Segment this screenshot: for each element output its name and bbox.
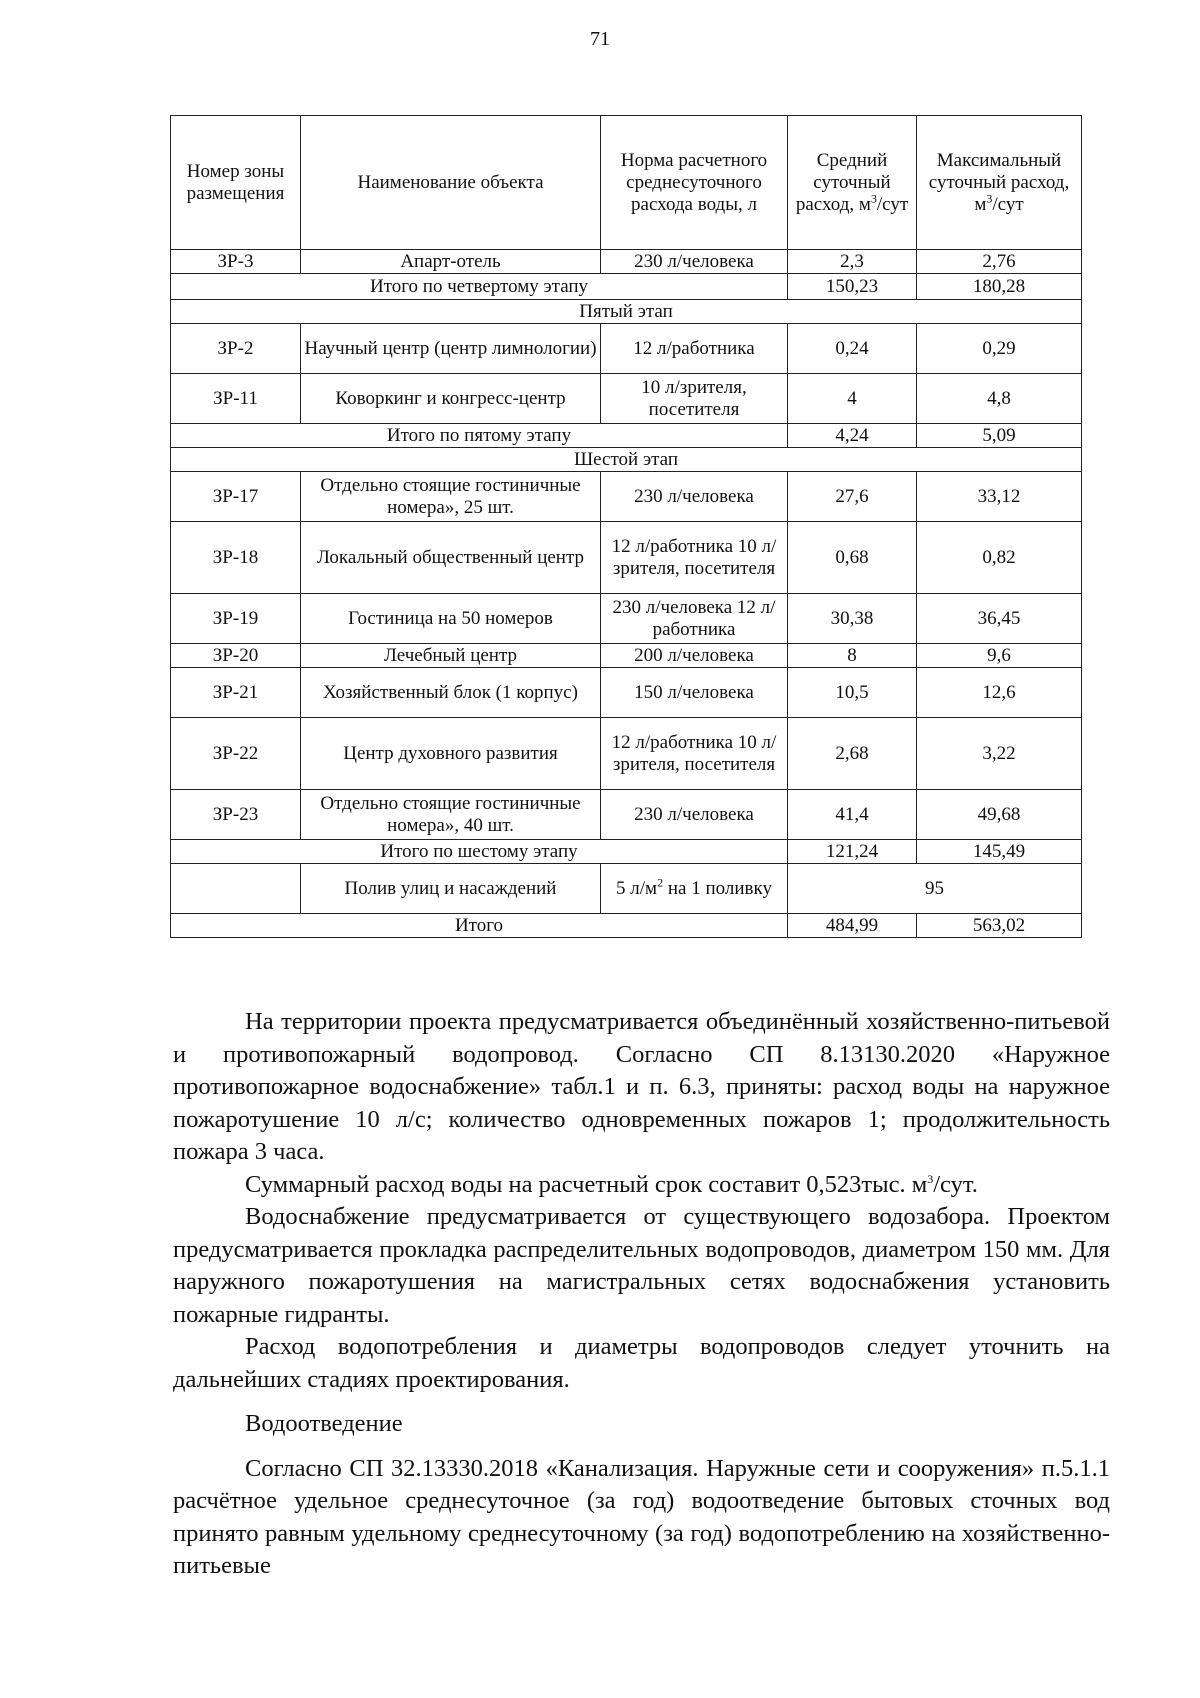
water-consumption-table <box>170 115 1082 938</box>
paragraph-total-unit: /сут. <box>933 1170 978 1198</box>
cell-name: Центр духовного развития <box>301 718 601 790</box>
table-row <box>171 374 1082 424</box>
header-avg-unit: /сут <box>876 193 909 215</box>
cell-max: 145,49 <box>917 840 1082 864</box>
table-row <box>171 668 1082 718</box>
table-body <box>171 250 1082 938</box>
cell-zone: ЗР-20 <box>171 644 301 668</box>
cell-norm <box>601 864 788 914</box>
cell-total-label: Итого по четвертому этапу <box>171 274 788 300</box>
table-total-row <box>171 274 1082 300</box>
cell-name: Научный центр (центр лимнологии) <box>301 324 601 374</box>
cell-zone: ЗР-23 <box>171 790 301 840</box>
cell-total-label: Итого по пятому этапу <box>171 424 788 448</box>
cell-max: 180,28 <box>917 274 1082 300</box>
table-stage-row <box>171 448 1082 472</box>
cell-max: 0,29 <box>917 324 1082 374</box>
cell-zone: ЗР-19 <box>171 594 301 644</box>
cell-name: Отдельно стоящие гостиничные номера», 40 шт. <box>301 790 601 840</box>
cell-avg: 0,68 <box>788 522 917 594</box>
cell-max: 12,6 <box>917 668 1082 718</box>
cell-total-label: Итого <box>171 914 788 938</box>
cell-avg: 4 <box>788 374 917 424</box>
header-max-sup: 3 <box>986 191 993 206</box>
paragraph-water-supply: На территории проекта предусматривается объединённый хозяйственно-питьевой и противопожарный водопровод. Согласно СП 8.13130.2020 «Наружное противопожарное водоснабжение» табл.1 и п. 6.3, приняты: расход воды на наружное пожаротушение 10 л/с; количество одновременных пожаров 1; продолжительность пожара 3 часа. <box>173 1008 1110 1165</box>
table-total-row <box>171 424 1082 448</box>
paragraph-total-consumption <box>173 1169 1110 1202</box>
cell-max: 4,8 <box>917 374 1082 424</box>
header-avg <box>788 116 917 250</box>
cell-norm: 12 л/работника <box>601 324 788 374</box>
cell-name: Коворкинг и конгресс-центр <box>301 374 601 424</box>
page-number: 71 <box>590 28 610 50</box>
table-header-row <box>171 116 1082 250</box>
paragraph-total-sup: 3 <box>927 1171 934 1186</box>
table-row <box>171 250 1082 274</box>
paragraph-total-text: Суммарный расход воды на расчетный срок составит 0,523тыс. м <box>245 1170 928 1198</box>
cell-name: Локальный общественный центр <box>301 522 601 594</box>
paragraph-water-source: Водоснабжение предусматривается от существующего водозабора. Проектом предусматривается прокладка распределительных водопроводов, диаметром 150 мм. Для наружного пожаротушения на магистральных сетях водоснабжения установить пожарные гидранты. <box>173 1203 1110 1328</box>
header-name: Наименование объекта <box>301 116 601 250</box>
cell-value: 95 <box>788 864 1082 914</box>
cell-zone: ЗР-18 <box>171 522 301 594</box>
table-row <box>171 324 1082 374</box>
cell-max: 49,68 <box>917 790 1082 840</box>
cell-max: 33,12 <box>917 472 1082 522</box>
table-row <box>171 472 1082 522</box>
cell-norm: 12 л/работника 10 л/зрителя, посетителя <box>601 718 788 790</box>
cell-avg: 10,5 <box>788 668 917 718</box>
header-max <box>917 116 1082 250</box>
cell-zone <box>171 864 301 914</box>
table-row <box>171 718 1082 790</box>
table-watering-row <box>171 864 1082 914</box>
cell-avg: 27,6 <box>788 472 917 522</box>
cell-max: 3,22 <box>917 718 1082 790</box>
cell-avg: 41,4 <box>788 790 917 840</box>
cell-stage-label: Шестой этап <box>171 448 1082 472</box>
cell-zone: ЗР-17 <box>171 472 301 522</box>
norm-unit: на 1 поливку <box>663 877 772 899</box>
cell-name: Отдельно стоящие гостиничные номера», 25 шт. <box>301 472 601 522</box>
cell-max: 36,45 <box>917 594 1082 644</box>
table-row <box>171 644 1082 668</box>
header-avg-text: Средний суточный расход, м <box>795 149 891 215</box>
cell-norm: 230 л/человека 12 л/работника <box>601 594 788 644</box>
cell-norm: 10 л/зрителя, посетителя <box>601 374 788 424</box>
cell-zone: ЗР-3 <box>171 250 301 274</box>
cell-name: Хозяйственный блок (1 корпус) <box>301 668 601 718</box>
cell-avg: 8 <box>788 644 917 668</box>
cell-max: 563,02 <box>917 914 1082 938</box>
cell-norm: 12 л/работника 10 л/зрителя, посетителя <box>601 522 788 594</box>
cell-avg: 484,99 <box>788 914 917 938</box>
table-row <box>171 594 1082 644</box>
cell-total-label: Итого по шестому этапу <box>171 840 788 864</box>
cell-avg: 0,24 <box>788 324 917 374</box>
cell-norm: 230 л/человека <box>601 250 788 274</box>
body-text <box>173 1006 1110 1583</box>
cell-max: 0,82 <box>917 522 1082 594</box>
cell-zone: ЗР-22 <box>171 718 301 790</box>
header-avg-sup: 3 <box>870 191 877 206</box>
cell-avg: 4,24 <box>788 424 917 448</box>
cell-name: Гостиница на 50 номеров <box>301 594 601 644</box>
cell-stage-label: Пятый этап <box>171 300 1082 324</box>
cell-norm: 150 л/человека <box>601 668 788 718</box>
cell-zone: ЗР-2 <box>171 324 301 374</box>
cell-norm: 200 л/человека <box>601 644 788 668</box>
header-zone: Номер зоны размещения <box>171 116 301 250</box>
norm-sup: 2 <box>657 875 664 890</box>
cell-name: Полив улиц и насаждений <box>301 864 601 914</box>
cell-name: Лечебный центр <box>301 644 601 668</box>
cell-norm: 230 л/человека <box>601 472 788 522</box>
paragraph-clarification: Расход водопотребления и диаметры водопроводов следует уточнить на дальнейших стадиях проектирования. <box>173 1333 1110 1393</box>
cell-zone: ЗР-21 <box>171 668 301 718</box>
table-stage-row <box>171 300 1082 324</box>
cell-name: Апарт-отель <box>301 250 601 274</box>
cell-max: 2,76 <box>917 250 1082 274</box>
cell-max: 5,09 <box>917 424 1082 448</box>
table-row <box>171 522 1082 594</box>
header-max-text: Максимальный суточный расход, м <box>928 149 1070 215</box>
header-max-unit: /сут <box>992 193 1024 215</box>
paragraph-drainage: Согласно СП 32.13330.2018 «Канализация. Наружные сети и сооружения» п.5.1.1 расчётное удельное среднесуточное (за год) водоотведение бытовых сточных вод принято равным удельному среднесуточному (за год) водопотреблению на хозяйственно-питьевые <box>173 1454 1110 1579</box>
cell-zone: ЗР-11 <box>171 374 301 424</box>
header-norm: Норма расчетного среднесуточного расхода воды, л <box>601 116 788 250</box>
cell-avg: 30,38 <box>788 594 917 644</box>
table-row <box>171 790 1082 840</box>
cell-avg: 2,3 <box>788 250 917 274</box>
cell-max: 9,6 <box>917 644 1082 668</box>
cell-avg: 2,68 <box>788 718 917 790</box>
section-heading-drainage: Водоотведение <box>245 1410 403 1437</box>
norm-text: 5 л/м <box>616 877 658 899</box>
cell-avg: 150,23 <box>788 274 917 300</box>
cell-norm: 230 л/человека <box>601 790 788 840</box>
table-total-row <box>171 914 1082 938</box>
cell-avg: 121,24 <box>788 840 917 864</box>
table-total-row <box>171 840 1082 864</box>
